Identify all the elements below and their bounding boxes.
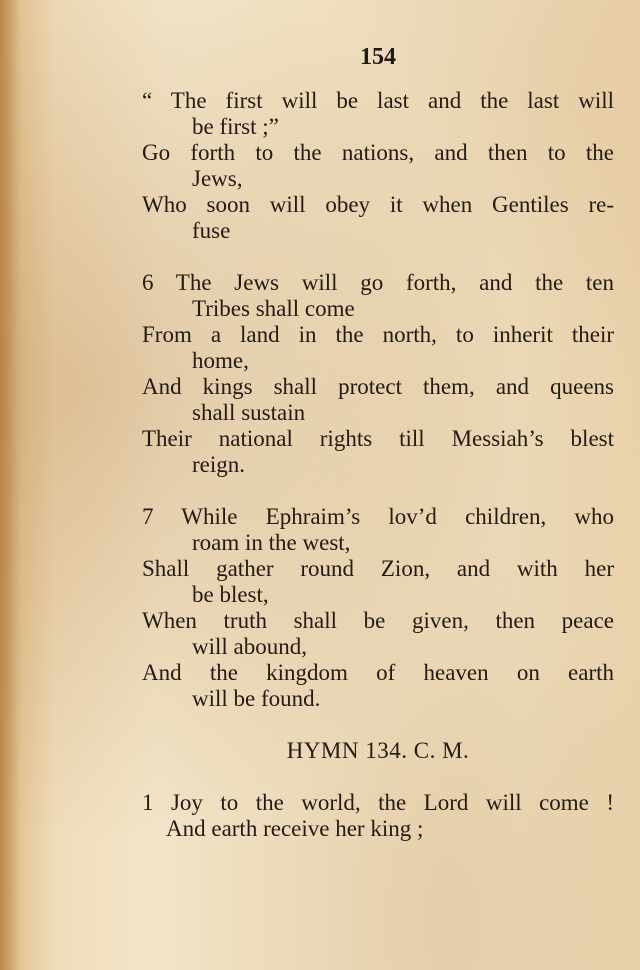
verse-line: From a land in the north, to inherit their [142, 322, 614, 347]
verse-line: And the kingdom of heaven on earth [142, 660, 614, 685]
verse-line: home, [192, 348, 249, 373]
verse-line: “ The first will be last and the last will [142, 88, 614, 113]
verse-line: When truth shall be given, then peace [142, 608, 614, 633]
verse-line: And kings shall protect them, and queens [142, 374, 614, 399]
page-number: 154 [360, 44, 396, 70]
verse-line: And earth receive her king ; [166, 816, 424, 841]
verse-line: be blest, [192, 582, 269, 607]
verse-line: be first ;” [192, 114, 279, 139]
verse-line: 1 Joy to the world, the Lord will come ! [142, 790, 614, 815]
verse-line: Go forth to the nations, and then to the [142, 140, 614, 165]
verse-line: will abound, [192, 634, 307, 659]
verse-line: Jews, [192, 166, 243, 191]
stanza-continued [142, 88, 614, 244]
text-block [142, 44, 614, 868]
verse-line: Their national rights till Messiah’s blest [142, 426, 614, 451]
verse-line: 7 While Ephraim’s lov’d children, who [142, 504, 614, 529]
verse-line: will be found. [192, 686, 321, 711]
verse-line: reign. [192, 452, 246, 477]
verse-line: 6 The Jews will go forth, and the ten [142, 270, 614, 295]
verse-line: Who soon will obey it when Gentiles re- [142, 192, 614, 217]
hymn-134-stanza-1 [142, 790, 614, 842]
verse-line: fuse [192, 218, 231, 243]
stanza-7 [142, 504, 614, 712]
verse-line: shall sustain [192, 400, 306, 425]
stanza-6 [142, 270, 614, 478]
verse-line: Shall gather round Zion, and with her [142, 556, 614, 581]
binding-edge-shadow [0, 0, 22, 970]
verse-line: roam in the west, [192, 530, 351, 555]
verse-line: Tribes shall come [192, 296, 355, 321]
hymn-heading: HYMN 134. C. M. [286, 738, 470, 763]
